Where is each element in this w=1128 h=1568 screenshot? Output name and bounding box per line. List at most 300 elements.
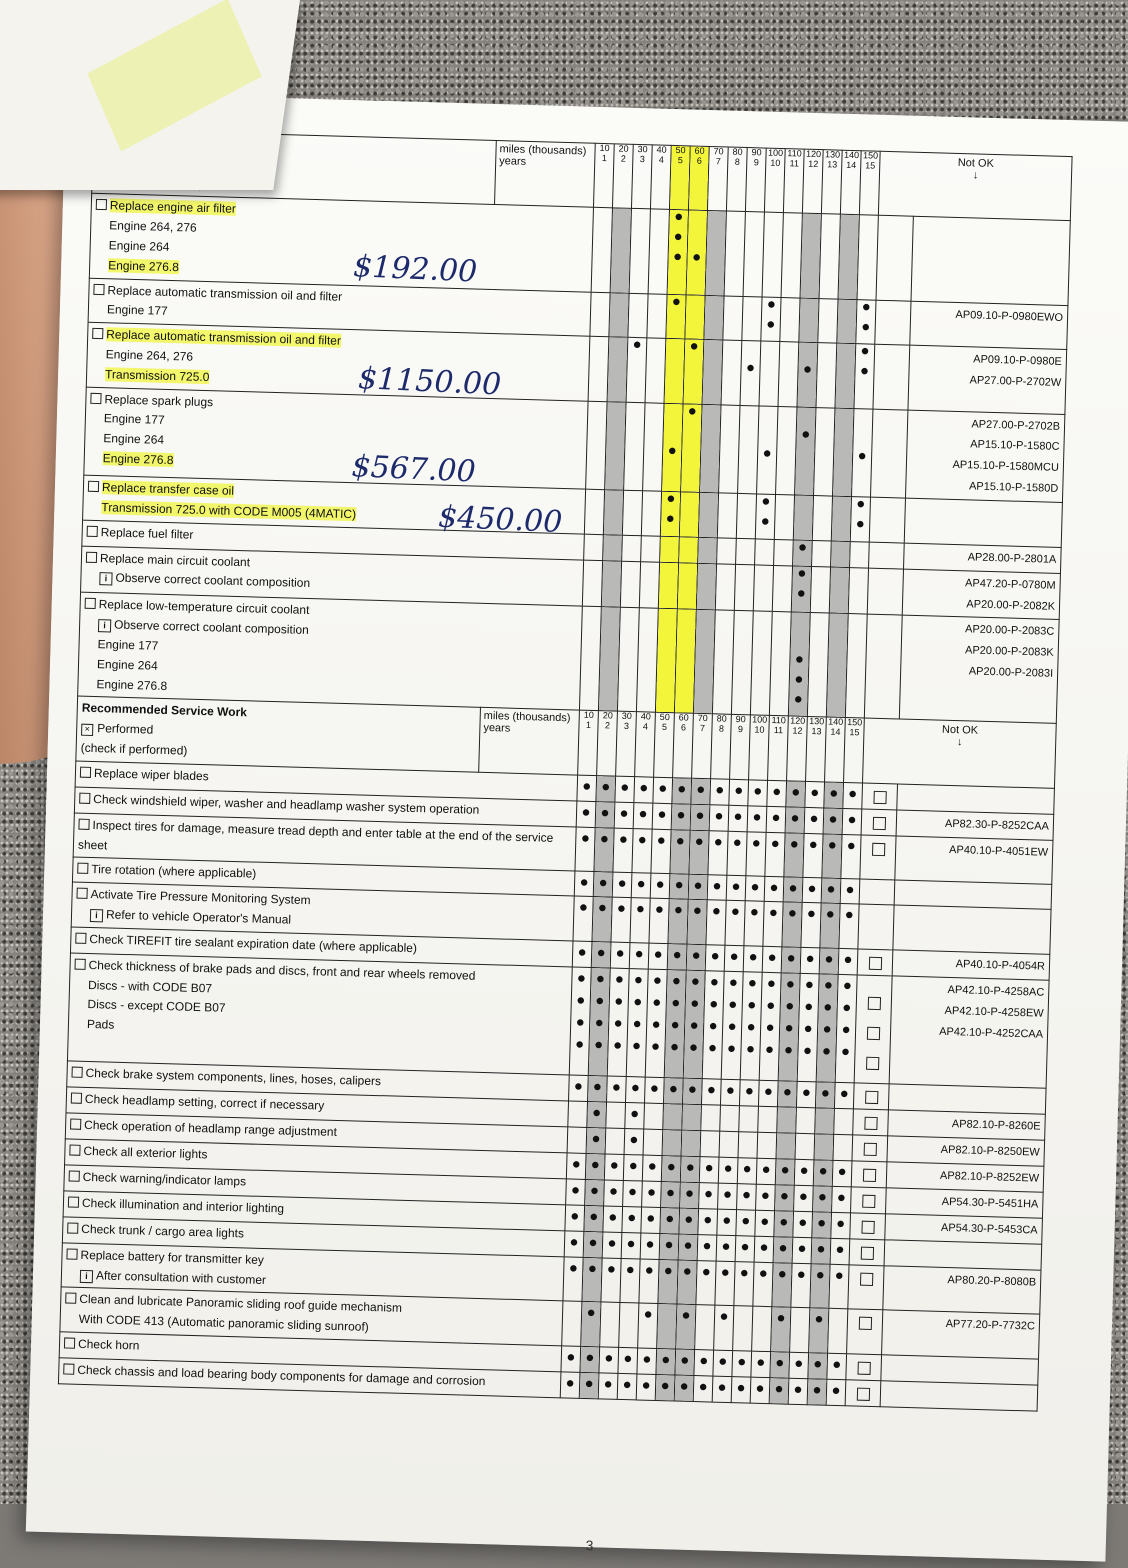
miles-value: 20 xyxy=(618,143,629,154)
due-marker xyxy=(659,1286,677,1300)
years-value: 5 xyxy=(677,155,683,166)
due-marker: ● xyxy=(666,1157,676,1176)
due-marker: ● xyxy=(585,1348,595,1367)
interval-cell xyxy=(754,1236,774,1263)
due-marker xyxy=(704,340,722,354)
task-checkbox[interactable] xyxy=(92,328,103,339)
miles-value: 140 xyxy=(828,716,844,728)
due-marker xyxy=(852,469,870,483)
interval-cell xyxy=(613,828,633,873)
not-ok-checkbox[interactable] xyxy=(864,1116,877,1129)
task-title: Check chassis and load bearing body components for damage and corrosion xyxy=(77,1362,486,1389)
due-marker: ● xyxy=(613,1014,623,1032)
interval-cell xyxy=(585,1179,605,1206)
due-marker xyxy=(714,671,732,685)
interval-column-9 xyxy=(745,148,766,213)
due-marker xyxy=(772,1289,790,1303)
due-marker xyxy=(813,516,831,530)
due-marker xyxy=(645,403,663,417)
due-marker xyxy=(669,925,687,939)
miles-value: 100 xyxy=(767,147,784,159)
interval-cell xyxy=(712,1376,732,1403)
interval-cell xyxy=(845,614,867,718)
due-marker: ● xyxy=(763,1082,774,1100)
interval-cell xyxy=(728,805,748,832)
task-variant: Engine 276.8 xyxy=(96,676,168,693)
task-checkbox[interactable] xyxy=(68,1196,79,1207)
task-checkbox[interactable] xyxy=(87,525,98,536)
interval-cell xyxy=(756,1158,776,1185)
due-marker xyxy=(772,632,790,646)
interval-cell xyxy=(799,298,819,343)
task-checkbox[interactable] xyxy=(63,1363,74,1374)
not-ok-checkbox[interactable] xyxy=(868,956,881,969)
due-marker: ● xyxy=(860,317,871,336)
due-marker: ● xyxy=(746,1018,756,1036)
not-ok-checkbox[interactable] xyxy=(860,1246,873,1259)
interval-cell xyxy=(774,1210,794,1237)
due-marker: ● xyxy=(677,780,687,798)
due-marker xyxy=(751,692,769,706)
due-marker xyxy=(819,299,837,313)
interval-cell xyxy=(809,1308,829,1353)
task-variant: Transmission 725.0 xyxy=(104,366,210,384)
task-checkbox[interactable] xyxy=(93,283,104,294)
due-marker xyxy=(815,1138,833,1152)
interval-cell xyxy=(788,1378,808,1405)
due-marker: ● xyxy=(806,905,817,923)
task-checkbox[interactable] xyxy=(86,551,97,562)
miles-value: 60 xyxy=(694,145,705,156)
task-checkbox[interactable] xyxy=(90,392,101,403)
due-marker: ● xyxy=(860,342,870,360)
interval-cell xyxy=(674,1375,694,1402)
due-marker xyxy=(599,688,617,702)
interval-cell xyxy=(850,541,870,567)
due-marker xyxy=(798,383,816,397)
miles-value: 150 xyxy=(862,150,879,161)
due-marker: ● xyxy=(620,778,630,796)
down-arrow-icon: ↓ xyxy=(972,169,979,182)
interval-cell xyxy=(776,1133,796,1160)
due-marker: ● xyxy=(798,1187,809,1205)
interval-cell xyxy=(704,295,724,340)
due-marker: ● xyxy=(787,904,798,922)
due-marker xyxy=(835,408,853,422)
due-marker: ● xyxy=(768,904,779,922)
due-marker: ● xyxy=(835,1240,845,1258)
due-marker xyxy=(584,534,602,548)
interval-cell xyxy=(651,829,671,874)
interval-cell xyxy=(603,490,623,535)
interval-cell xyxy=(641,491,661,536)
interval-cell xyxy=(720,1079,740,1106)
interval-cell xyxy=(759,341,780,406)
task-checkbox[interactable] xyxy=(66,1248,77,1259)
due-marker: ● xyxy=(742,1160,752,1178)
due-marker: ● xyxy=(774,1380,784,1398)
task-checkbox[interactable] xyxy=(69,1144,80,1155)
due-marker: ● xyxy=(797,538,808,556)
miles-value: 70 xyxy=(697,713,708,724)
due-marker xyxy=(613,209,631,223)
not-ok-checkbox[interactable] xyxy=(861,1220,874,1233)
due-marker: ● xyxy=(632,336,642,354)
due-marker xyxy=(660,537,678,551)
due-marker xyxy=(752,1333,770,1347)
interval-cell xyxy=(659,1233,679,1260)
interval-cell xyxy=(837,299,857,344)
due-marker: ● xyxy=(718,1352,728,1370)
task-checkbox[interactable] xyxy=(85,598,96,609)
due-marker: ● xyxy=(733,781,744,799)
due-marker xyxy=(663,1134,681,1148)
task-variant: Engine 264, 276 xyxy=(105,347,194,364)
not-ok-checkbox[interactable] xyxy=(865,1090,878,1103)
interval-cell xyxy=(786,781,806,808)
due-marker xyxy=(726,232,744,246)
due-marker: ● xyxy=(674,876,684,894)
interval-cell xyxy=(682,1078,702,1105)
due-marker: ● xyxy=(831,1381,841,1400)
ap-code: AP80.20-P-8080B xyxy=(947,1273,1037,1289)
due-marker: ● xyxy=(729,947,739,965)
due-marker: ● xyxy=(721,1211,732,1229)
due-marker xyxy=(794,516,812,530)
task-title: Check all exterior lights xyxy=(83,1143,208,1162)
ap-reference-cell xyxy=(882,1310,1040,1359)
task-checkbox[interactable] xyxy=(69,1170,80,1181)
due-marker xyxy=(699,513,717,527)
due-marker xyxy=(783,233,801,247)
due-marker: ● xyxy=(569,1233,579,1251)
not-ok-checkbox[interactable] xyxy=(862,1194,875,1207)
due-marker xyxy=(638,649,656,663)
due-marker: ● xyxy=(599,829,610,848)
due-marker xyxy=(658,1308,676,1322)
interval-cell xyxy=(710,779,730,806)
due-marker: ● xyxy=(841,1020,851,1039)
task-checkbox[interactable] xyxy=(77,863,88,874)
due-marker xyxy=(694,690,712,704)
interval-cell xyxy=(624,1128,644,1155)
task-checkbox[interactable] xyxy=(75,932,86,943)
due-marker xyxy=(612,229,630,243)
interval-cell xyxy=(841,834,861,879)
interval-cell xyxy=(835,974,857,1082)
due-marker xyxy=(829,614,847,628)
interval-cell xyxy=(596,775,616,802)
task-checkbox[interactable] xyxy=(80,766,91,777)
due-marker xyxy=(764,928,782,942)
task-checkbox[interactable] xyxy=(96,199,107,210)
not-ok-checkbox[interactable] xyxy=(858,1317,871,1330)
interval-cell xyxy=(600,1302,620,1347)
due-marker xyxy=(745,927,763,941)
due-marker: ● xyxy=(665,1209,675,1228)
due-marker xyxy=(689,211,707,225)
due-marker xyxy=(833,497,851,511)
interval-cell xyxy=(727,831,747,876)
due-marker xyxy=(734,1310,752,1324)
not-ok-checkbox[interactable] xyxy=(866,1056,879,1069)
task-title: Clean and lubricate Panoramic sliding roof guide mechanism xyxy=(79,1292,403,1316)
due-marker xyxy=(679,537,697,551)
due-marker xyxy=(713,691,731,705)
not-ok-checkbox[interactable] xyxy=(859,1272,872,1285)
due-marker xyxy=(593,923,611,937)
task-checkbox[interactable] xyxy=(64,1337,75,1348)
due-marker xyxy=(706,251,724,265)
task-checkbox[interactable] xyxy=(71,1066,82,1077)
due-marker: ● xyxy=(645,1235,655,1253)
due-marker xyxy=(585,510,603,524)
interval-column-10 xyxy=(764,148,785,213)
task-checkbox[interactable] xyxy=(79,792,90,803)
interval-cell xyxy=(834,1108,854,1135)
due-marker xyxy=(701,444,719,458)
interval-cell xyxy=(857,215,878,300)
interval-cell xyxy=(717,1209,737,1236)
due-marker xyxy=(610,293,628,307)
interval-cell xyxy=(590,292,610,337)
due-marker xyxy=(774,566,792,580)
not-ok-cell xyxy=(854,975,892,1084)
price-spark-plugs: $567.00 xyxy=(350,449,477,490)
due-marker: ● xyxy=(820,1084,831,1102)
due-marker xyxy=(796,447,814,461)
price-transfer-case: $450.00 xyxy=(437,499,564,541)
not-ok-checkbox[interactable] xyxy=(872,817,885,830)
task-title: Replace engine air filter xyxy=(109,198,237,217)
task-variant: Engine 177 xyxy=(97,637,159,653)
due-marker: ● xyxy=(737,1353,747,1371)
interval-cell xyxy=(790,1308,810,1353)
due-marker xyxy=(607,402,625,416)
due-marker xyxy=(802,234,820,248)
due-marker xyxy=(782,273,800,287)
not-ok-checkbox[interactable] xyxy=(862,1168,875,1181)
interval-cell xyxy=(623,1154,643,1181)
interval-cell xyxy=(770,1352,790,1379)
interval-cell xyxy=(653,777,673,804)
ap-code: AP42.10-P-4252CAA xyxy=(938,1025,1044,1041)
due-marker xyxy=(591,312,609,326)
interval-cell xyxy=(752,1306,772,1351)
miles-value: 110 xyxy=(771,715,787,726)
due-marker: ● xyxy=(821,1042,832,1060)
years-value: 4 xyxy=(658,154,664,165)
task-checkbox[interactable] xyxy=(65,1293,76,1304)
interval-cell xyxy=(824,782,844,809)
not-ok-checkbox[interactable] xyxy=(871,843,884,856)
task-label-cell xyxy=(84,387,588,490)
due-marker: ● xyxy=(614,970,625,988)
interval-cell xyxy=(586,401,607,490)
interval-cell xyxy=(663,1077,683,1104)
task-title: Check trunk / cargo area lights xyxy=(81,1221,245,1241)
task-title: Replace main circuit coolant xyxy=(99,550,251,569)
interval-cell xyxy=(568,1101,588,1128)
interval-cell xyxy=(591,941,611,968)
interval-column-9 xyxy=(730,715,751,780)
task-checkbox[interactable] xyxy=(67,1222,78,1233)
due-marker xyxy=(828,654,846,668)
interval-cell xyxy=(848,567,868,614)
due-marker: ● xyxy=(788,879,798,898)
years-value: 2 xyxy=(604,720,611,731)
due-marker xyxy=(677,630,695,644)
interval-cell xyxy=(693,1375,713,1402)
interval-column-4 xyxy=(650,145,671,210)
interval-cell xyxy=(796,1107,816,1134)
interval-cell xyxy=(701,1104,721,1131)
interval-cell xyxy=(812,496,832,541)
task-checkbox[interactable] xyxy=(75,958,86,969)
miles-value: 80 xyxy=(732,146,743,157)
performed-checkbox[interactable]: × xyxy=(81,724,93,736)
due-marker xyxy=(680,512,698,526)
task-variant: Engine 264 xyxy=(103,431,165,448)
miles-value: 120 xyxy=(805,148,822,160)
due-marker: ● xyxy=(606,1260,617,1278)
interval-cell xyxy=(743,212,764,297)
interval-cell xyxy=(630,898,650,943)
miles-value: 90 xyxy=(735,714,746,725)
task-checkbox[interactable] xyxy=(88,481,99,492)
interval-column-12 xyxy=(787,716,808,781)
not-ok-checkbox[interactable] xyxy=(863,1142,876,1155)
interval-cell xyxy=(842,808,862,835)
due-marker xyxy=(696,630,714,644)
interval-cell xyxy=(662,403,683,492)
not-ok-checkbox[interactable] xyxy=(857,1362,870,1375)
due-marker: ● xyxy=(721,1237,731,1255)
task-label-cell xyxy=(89,194,593,292)
interval-cell xyxy=(667,943,687,970)
due-marker xyxy=(816,408,834,422)
due-marker xyxy=(850,568,868,582)
due-marker xyxy=(682,1108,700,1122)
task-checkbox[interactable] xyxy=(78,818,89,829)
due-marker: ● xyxy=(601,777,611,796)
not-ok-cell xyxy=(859,879,895,905)
due-marker xyxy=(734,1288,752,1302)
due-marker xyxy=(621,1285,639,1299)
due-marker xyxy=(622,535,640,549)
years-label: years xyxy=(499,155,527,168)
due-marker xyxy=(657,649,675,663)
due-marker: ● xyxy=(861,297,872,316)
years-value: 6 xyxy=(680,722,687,733)
due-marker xyxy=(812,567,830,581)
due-marker xyxy=(738,494,756,508)
interval-column-14 xyxy=(825,717,846,782)
not-ok-checkbox[interactable] xyxy=(867,996,880,1009)
due-marker: ● xyxy=(711,902,722,920)
due-marker: ● xyxy=(733,807,743,825)
interval-cell xyxy=(574,871,594,896)
interval-cell xyxy=(645,1077,665,1104)
due-marker xyxy=(698,538,716,552)
due-marker: ● xyxy=(607,1234,617,1252)
interval-cell xyxy=(777,1081,797,1108)
interval-cell xyxy=(677,562,697,609)
due-marker: ● xyxy=(615,944,625,962)
due-marker xyxy=(718,514,736,528)
due-marker xyxy=(638,1330,656,1344)
due-marker: ● xyxy=(568,1259,579,1277)
due-marker xyxy=(665,379,683,393)
due-marker xyxy=(735,584,753,598)
task-variant: Engine 264 xyxy=(108,238,170,254)
not-ok-cell xyxy=(869,542,905,569)
ap-code: AP42.10-P-4258AC xyxy=(947,983,1045,999)
due-marker xyxy=(626,422,644,436)
due-marker: ● xyxy=(816,1240,826,1258)
interval-cell xyxy=(785,807,805,834)
due-marker xyxy=(723,341,741,355)
due-marker: ● xyxy=(664,1235,674,1254)
due-marker xyxy=(604,510,622,524)
miles-value: 50 xyxy=(659,712,670,723)
due-marker xyxy=(658,609,676,623)
task-checkbox[interactable] xyxy=(70,1118,81,1129)
not-ok-checkbox[interactable] xyxy=(873,791,886,804)
due-marker xyxy=(743,297,761,311)
interval-column-12 xyxy=(802,149,823,214)
interval-cell xyxy=(808,1353,828,1380)
due-marker: ● xyxy=(695,806,705,824)
ap-code: AP15.10-P-1580C xyxy=(970,438,1060,454)
due-marker: ● xyxy=(761,492,771,510)
due-marker: ● xyxy=(652,971,663,989)
interval-cell xyxy=(795,1133,815,1160)
due-marker: ● xyxy=(689,1016,699,1034)
due-marker: ● xyxy=(629,1104,640,1123)
interval-cell xyxy=(813,1160,833,1187)
interval-cell xyxy=(647,293,667,338)
task-checkbox[interactable] xyxy=(71,1092,82,1103)
due-marker: ● xyxy=(807,880,817,898)
interval-column-13 xyxy=(821,150,842,215)
not-ok-checkbox[interactable] xyxy=(866,1026,879,1039)
interval-cell xyxy=(660,491,680,536)
due-marker xyxy=(802,929,820,943)
task-title: Tire rotation (where applicable) xyxy=(91,862,257,881)
due-marker: ● xyxy=(633,992,643,1011)
interval-cell xyxy=(807,1379,827,1406)
interval-cell xyxy=(820,903,840,948)
interval-cell xyxy=(826,1379,846,1406)
interval-cell xyxy=(668,899,688,944)
interval-cell xyxy=(800,213,821,298)
miles-value: 60 xyxy=(678,712,689,724)
not-ok-checkbox[interactable] xyxy=(856,1388,869,1401)
due-marker xyxy=(587,441,605,455)
due-marker: ● xyxy=(796,584,807,602)
task-checkbox[interactable] xyxy=(76,888,87,899)
due-marker: ● xyxy=(663,1261,674,1280)
due-marker: ● xyxy=(591,1129,601,1148)
due-marker xyxy=(855,384,873,398)
due-marker xyxy=(586,490,604,504)
due-marker: ● xyxy=(701,1262,712,1281)
due-marker: ● xyxy=(623,1349,633,1368)
due-marker xyxy=(779,382,797,396)
interval-cell xyxy=(758,1080,778,1107)
ap-reference-cell xyxy=(904,498,1062,547)
